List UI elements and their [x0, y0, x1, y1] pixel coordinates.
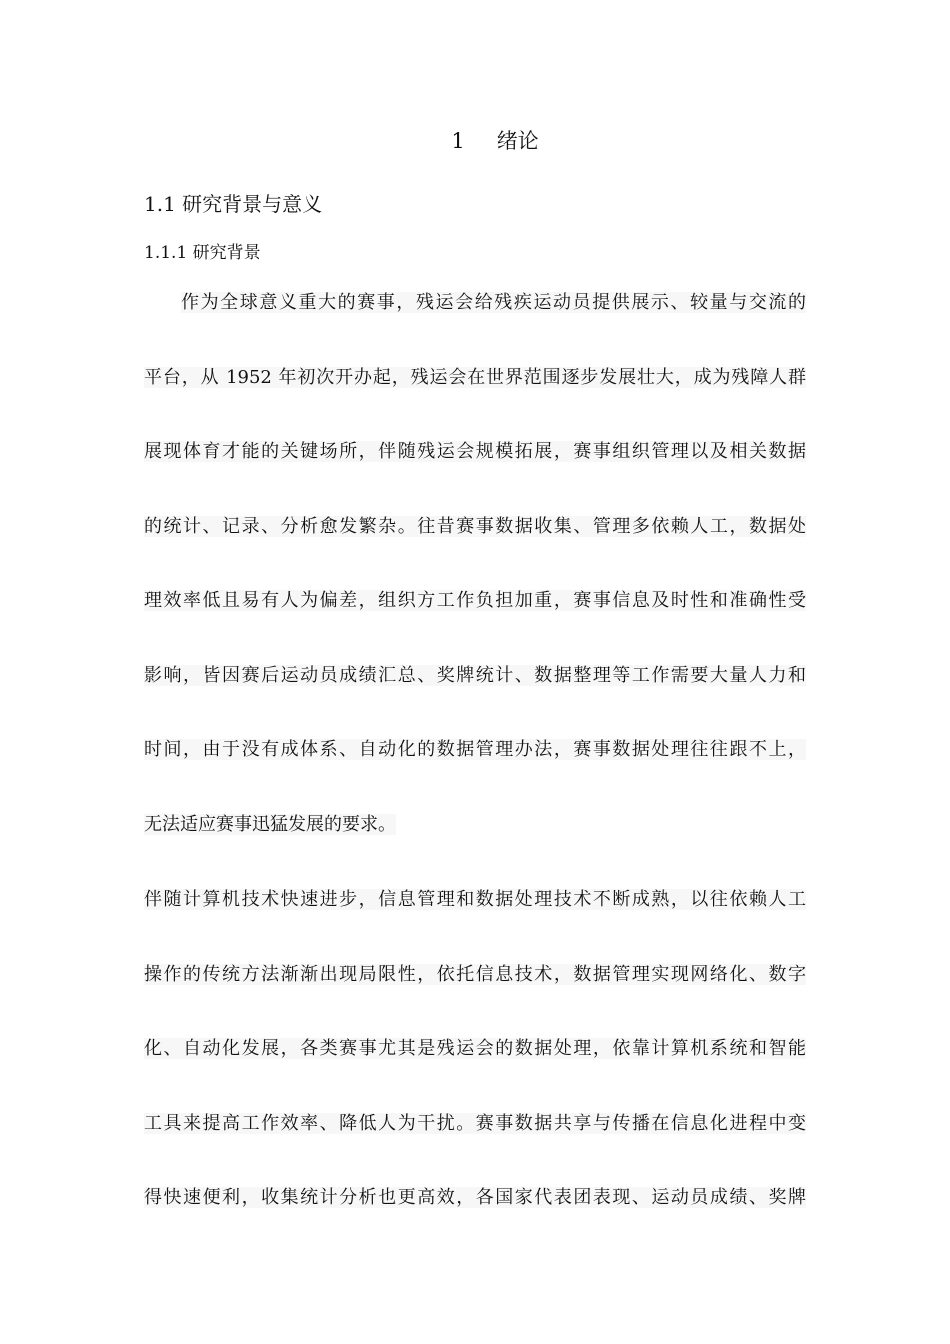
paragraph-1 [144, 288, 806, 884]
paragraph-line: 得快速便利，收集统计分析也更高效，各国家代表团表现、运动员成绩、奖牌 [144, 1187, 806, 1208]
paragraph-2 [144, 885, 806, 1258]
paragraph-line: 操作的传统方法渐渐出现局限性，依托信息技术，数据管理实现网络化、数字 [144, 963, 806, 985]
paragraph-line: 展现体育才能的关键场所，伴随残运会规模拓展，赛事组织管理以及相关数据 [144, 441, 806, 462]
paragraph-line: 的统计、记录、分析愈发繁杂。往昔赛事数据收集、管理多依赖人工，数据处 [144, 515, 806, 537]
paragraph-line: 时间，由于没有成体系、自动化的数据管理办法，赛事数据处理往往跟不上， [144, 739, 806, 760]
paragraph-line: 无法适应赛事迅猛发展的要求。 [144, 813, 396, 835]
paragraph-line: 工具来提高工作效率、降低人为干扰。赛事数据共享与传播在信息化进程中变 [144, 1112, 806, 1134]
chapter-title-text: 绪论 [496, 129, 539, 153]
paragraph-line: 理效率低且易有人为偏差，组织方工作负担加重，赛事信息及时性和准确性受 [144, 590, 806, 611]
paragraph-line: 作为全球意义重大的赛事，残运会给残疾运动员提供展示、较量与交流的 [181, 292, 806, 313]
paragraph-line: 伴随计算机技术快速进步，信息管理和数据处理技术不断成熟，以往依赖人工 [144, 889, 806, 910]
chapter-title [0, 126, 950, 156]
paragraph-line: 化、自动化发展，各类赛事尤其是残运会的数据处理，依靠计算机系统和智能 [144, 1038, 806, 1059]
section-heading: 1.1 研究背景与意义 [144, 192, 323, 216]
chapter-number: 1 [451, 129, 465, 153]
subsection-heading: 1.1.1 研究背景 [144, 243, 261, 263]
paragraph-line: 平台，从 1952 年初次开办起，残运会在世界范围逐步发展壮大，成为残障人群 [144, 366, 806, 388]
paragraph-line: 影响，皆因赛后运动员成绩汇总、奖牌统计、数据整理等工作需要大量人力和 [144, 664, 806, 686]
